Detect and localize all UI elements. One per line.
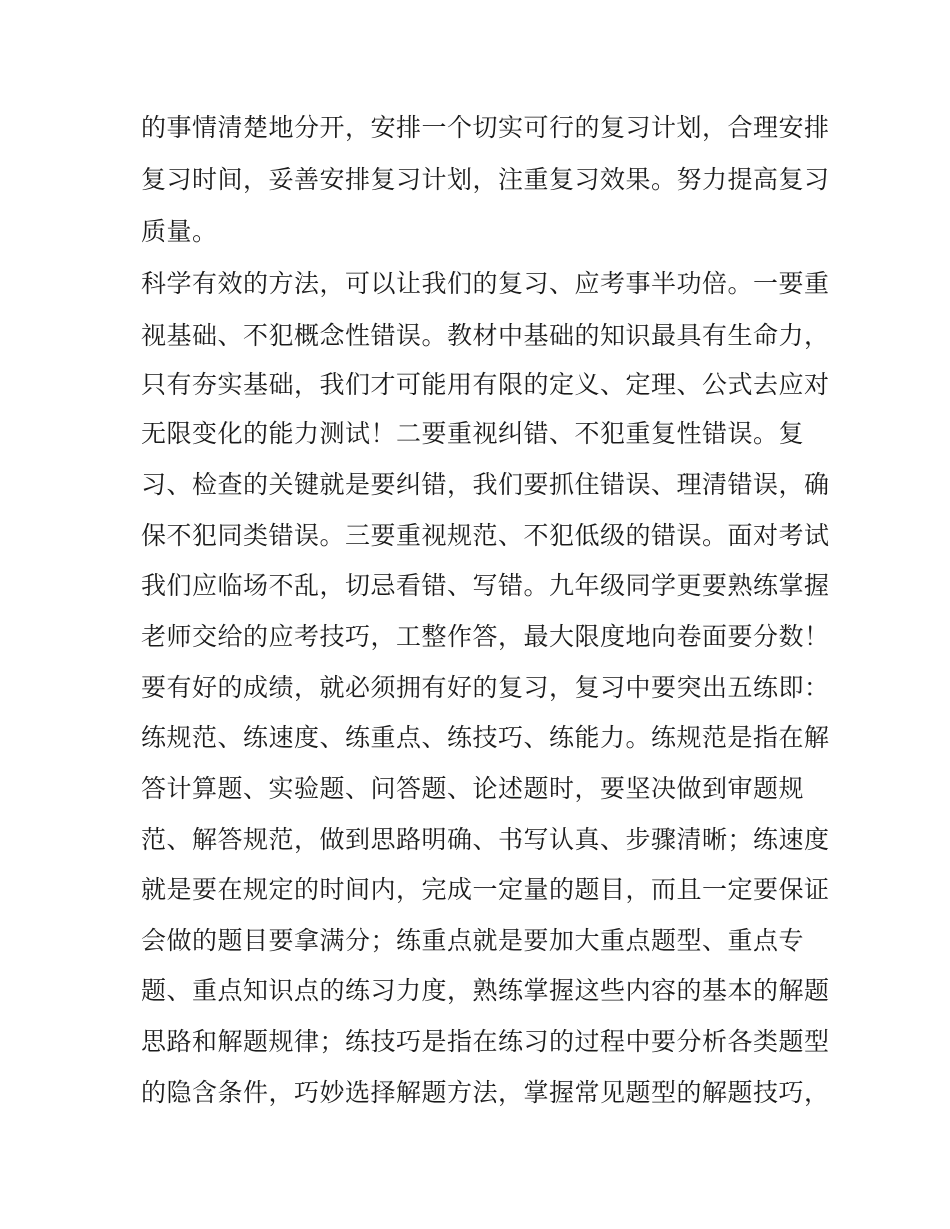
text-line: 题、重点知识点的练习力度，熟练掌握这些内容的基本的解题	[141, 976, 830, 1005]
text-line: 只有夯实基础，我们才可能用有限的定义、定理、公式去应对	[141, 370, 830, 399]
text-line: 范、解答规范，做到思路明确、书写认真、步骤清晰；练速度	[141, 825, 830, 854]
text-line: 习、检查的关键就是要纠错，我们要抓住错误、理清错误，确	[141, 470, 830, 499]
text-line: 思路和解题规律；练技巧是指在练习的过程中要分析各类题型	[141, 1027, 830, 1056]
text-line: 老师交给的应考技巧，工整作答，最大限度地向卷面要分数！	[141, 622, 830, 651]
text-line: 就是要在规定的时间内，完成一定量的题目，而且一定要保证	[141, 875, 830, 904]
text-line: 我们应临场不乱，切忌看错、写错。九年级同学更要熟练掌握	[141, 571, 830, 600]
text-line: 科学有效的方法，可以让我们的复习、应考事半功倍。一要重	[141, 269, 830, 298]
text-line: 视基础、不犯概念性错误。教材中基础的知识最具有生命力，	[141, 321, 830, 350]
text-line: 练规范、练速度、练重点、练技巧、练能力。练规范是指在解	[141, 723, 830, 752]
text-line: 要有好的成绩，就必须拥有好的复习，复习中要突出五练即：	[141, 673, 830, 702]
text-line: 复习时间，妥善安排复习计划，注重复习效果。努力提高复习	[141, 165, 830, 194]
text-line: 的事情清楚地分开，安排一个切实可行的复习计划，合理安排	[141, 113, 830, 142]
text-line: 质量。	[141, 217, 218, 246]
text-line: 无限变化的能力测试！二要重视纠错、不犯重复性错误。复	[141, 419, 805, 448]
text-line: 保不犯同类错误。三要重视规范、不犯低级的错误。面对考试	[141, 521, 830, 550]
text-line: 会做的题目要拿满分；练重点就是要加大重点题型、重点专	[141, 926, 805, 955]
text-line: 的隐含条件，巧妙选择解题方法，掌握常见题型的解题技巧，	[141, 1078, 830, 1107]
text-line: 答计算题、实验题、问答题、论述题时，要坚决做到审题规	[141, 774, 805, 803]
